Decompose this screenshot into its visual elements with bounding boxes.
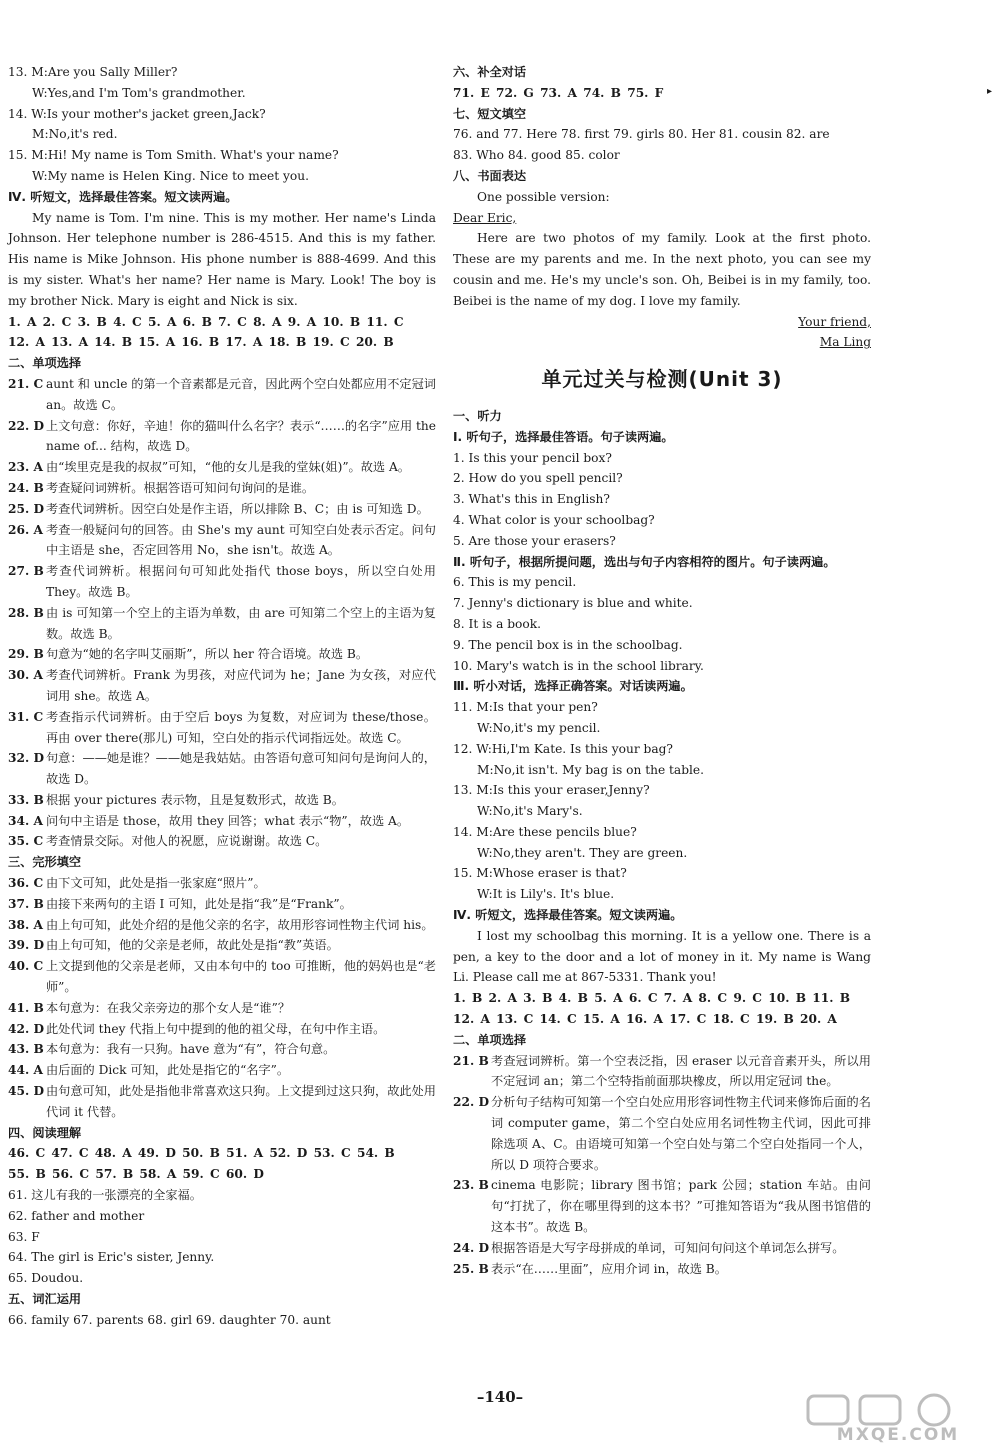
- text-line: W:Yes,and I'm Tom's grandmother.: [32, 85, 246, 100]
- explanation-text: 由上句可知，此处介绍的是他父亲的名字，故用形容词性物主代词 his。: [46, 917, 434, 932]
- question-number: 29. B: [8, 647, 44, 662]
- text-line: 14. M:Are these pencils blue?: [453, 824, 637, 839]
- text-line: 61. 这儿有我的一张漂亮的全家福。: [8, 1188, 202, 1203]
- answer-explanation: [8, 374, 436, 416]
- answer-explanation: [8, 790, 436, 811]
- text-line: 8. It is a book.: [453, 616, 541, 631]
- answer-explanation: [8, 416, 436, 458]
- question-number: 42. D: [8, 1021, 45, 1036]
- text-line: 13. M:Are you Sally Miller?: [8, 65, 178, 79]
- left-column: [8, 62, 436, 1331]
- question-number: 30. A: [8, 668, 43, 683]
- explanation-text: 考查代词辨析。根据问句可知此处指代 those boys，所以空白处用 They。故选 B。: [46, 564, 436, 599]
- question-number: 35. C: [8, 834, 44, 849]
- answer-explanation: [453, 1259, 871, 1280]
- section-heading: Ⅱ. 听句子，根据所提问题，选出与句子内容相符的图片。句子读两遍。: [453, 554, 836, 569]
- explanation-text: 由下文可知，此处是指一张家庭“照片”。: [46, 876, 266, 891]
- question-number: 23. A: [8, 460, 43, 475]
- text-line: 2. How do you spell pencil?: [453, 471, 623, 486]
- text-line: 1. Is this your pencil box?: [453, 450, 612, 465]
- explanation-text: 由接下来两句的主语 I 可知，此处是指“我”是“Frank”。: [46, 896, 352, 911]
- question-number: 40. C: [8, 959, 44, 974]
- explanation-text: 考查情景交际。对他人的祝愿，应说谢谢。故选 C。: [46, 834, 328, 849]
- section-heading: 六、补全对话: [453, 65, 527, 79]
- text-line: 6. This is my pencil.: [453, 575, 577, 590]
- text-line: Ma Ling: [819, 335, 871, 350]
- answer-explanation: [8, 831, 436, 852]
- explanation-text: 此处代词 they 代指上句中提到的他的祖父母，在句中作主语。: [46, 1021, 386, 1036]
- section-heading: Ⅲ. 听小对话，选择正确答案。对话读两遍。: [453, 679, 693, 694]
- answer-explanation: [453, 1175, 871, 1237]
- answer-explanation: [8, 478, 436, 499]
- section-heading: 四、阅读理解: [8, 1125, 82, 1140]
- question-number: 28. B: [8, 605, 44, 620]
- section-heading: Ⅳ. 听短文，选择最佳答案。短文读两遍。: [453, 908, 683, 923]
- text-line: 62. father and mother: [8, 1208, 145, 1223]
- text-line: 15. M:Hi! My name is Tom Smith. What's your name?: [8, 148, 339, 163]
- question-number: 43. B: [8, 1042, 44, 1057]
- text-line: 13. M:Is this your eraser,Jenny?: [453, 783, 650, 798]
- answer-explanation: [8, 873, 436, 894]
- text-line: 11. M:Is that your pen?: [453, 700, 598, 715]
- explanation-text: cinema 电影院；library 图书馆；park 公园；station 车站。由问句“打扰了，你在哪里得到的这本书？”可推知答语为“我从图书馆借的这本书”。故选 B。: [491, 1178, 871, 1235]
- question-number: 26. A: [8, 522, 43, 537]
- explanation-text: 本句意为：在我父亲旁边的那个女人是“谁”？: [46, 1000, 291, 1015]
- question-number: 33. B: [8, 792, 44, 807]
- answer-explanation: [8, 1081, 436, 1123]
- section-heading: 五、词汇运用: [8, 1292, 82, 1307]
- answer-explanation: [8, 499, 436, 520]
- paragraph: Here are two photos of my family. Look at the first photo. These are my parents and me. In the next photo, you can see my cousin and me. He's my uncle's son. Oh, Beibei is in my family, too. Beibei is the name of my dog. I love my family.: [453, 231, 871, 308]
- question-number: 25. B: [453, 1261, 489, 1276]
- question-number: 22. D: [8, 418, 45, 433]
- text-line: W:It is Lily's. It's blue.: [477, 887, 615, 902]
- text-line: 3. What's this in English?: [453, 492, 610, 507]
- question-number: 39. D: [8, 938, 45, 953]
- answer-key-row: 1. A 2. C 3. B 4. C 5. A 6. B 7. C 8. A 9. A 10. B 11. C: [8, 314, 404, 329]
- explanation-text: 由“埃里克是我的叔叔”可知，“他的女儿是我的堂妹(姐)”。故选 A。: [46, 460, 410, 475]
- paragraph: My name is Tom. I'm nine. This is my mother. Her name's Linda Johnson. Her telephone number is 286-4515. And this is my father. His name is Mike Johnson. His phone number is 888-4699. And this is my sister. What's her name? Her name is Mary. Look! The boy is my brother Nick. Mary is eight and Nick is six.: [8, 210, 436, 308]
- question-number: 37. B: [8, 896, 44, 911]
- answer-key-row: 1. B 2. A 3. B 4. B 5. A 6. C 7. A 8. C 9. C 10. B 11. B: [453, 991, 850, 1006]
- answer-explanation: [8, 748, 436, 790]
- question-number: 24. D: [453, 1240, 490, 1255]
- answer-explanation: [8, 1039, 436, 1060]
- question-number: 31. C: [8, 709, 44, 724]
- text-line: 76. and 77. Here 78. first 79. girls 80. Her 81. cousin 82. are: [453, 127, 830, 142]
- text-line: Your friend,: [798, 314, 871, 329]
- text-line: M:No,it isn't. My bag is on the table.: [477, 762, 704, 777]
- question-number: 36. C: [8, 876, 44, 891]
- answer-explanation: [453, 1092, 871, 1175]
- explanation-text: 分析句子结构可知第一个空白处应用形容词性物主代词来修饰后面的名词 computer game，第二个空白处应用名词性物主代词，因此可排除选项 A、C。由语境可知第一个空白处与第二个空白处指同一个人，所以 D 项符合要求。: [491, 1095, 871, 1172]
- explanation-text: 表示“在……里面”，应用介词 in，故选 B。: [491, 1261, 727, 1276]
- answer-explanation: [8, 956, 436, 998]
- section-heading: 二、单项选择: [453, 1032, 527, 1047]
- question-number: 34. A: [8, 813, 43, 828]
- section-heading: 七、短文填空: [453, 106, 527, 121]
- answer-explanation: [8, 644, 436, 665]
- answer-key-row: 46. C 47. C 48. A 49. D 50. B 51. A 52. D 53. C 54. B: [8, 1146, 395, 1161]
- section-heading: 二、单项选择: [8, 356, 82, 371]
- answer-explanation: [8, 457, 436, 478]
- explanation-text: 考查冠词辨析。第一个空表泛指，因 eraser 以元音音素开头，所以用不定冠词 an；第二个空特指前面那块橡皮，所以用定冠词 the。: [491, 1053, 871, 1089]
- explanation-text: 考查代词辨析。Frank 为男孩，对应代词为 he；Jane 为女孩，对应代词用 she。故选 A。: [46, 668, 436, 703]
- answer-explanation: [8, 1060, 436, 1081]
- text-line: 63. F: [8, 1229, 40, 1244]
- right-column-top: [453, 62, 871, 353]
- question-number: 44. A: [8, 1063, 43, 1078]
- text-line: 9. The pencil box is in the schoolbag.: [453, 637, 683, 652]
- text-line: Dear Eric,: [453, 210, 517, 225]
- explanation-text: 上文提到他的父亲是老师，又由本句中的 too 可推断，他的妈妈也是“老师”。: [46, 959, 436, 995]
- explanation-text: aunt 和 uncle 的第一个音素都是元音，因此两个空白处都应用不定冠词 an。故选 C。: [46, 376, 436, 412]
- watermark-text: MXQE.COM: [836, 1425, 960, 1444]
- question-number: 22. D: [453, 1095, 490, 1110]
- section-heading: Ⅰ. 听句子，选择最佳答语。句子读两遍。: [453, 429, 674, 444]
- right-column: [453, 62, 871, 1279]
- question-number: 21. C: [8, 376, 44, 391]
- text-line: 4. What color is your schoolbag?: [453, 512, 655, 527]
- answer-key-row: 12. A 13. C 14. C 15. A 16. A 17. C 18. C 19. B 20. A: [453, 1012, 837, 1027]
- explanation-text: 考查指示代词辨析。由于空后 boys 为复数，对应词为 these/those。再由 over there(那儿) 可知，空白处的指示代词指远处。故选 C。: [46, 709, 436, 745]
- explanation-text: 本句意为：我有一只狗。have 意为“有”，符合句意。: [46, 1042, 336, 1057]
- explanation-text: 上文句意：你好，辛迪！你的猫叫什么名字？表示“……的名字”应用 the name of... 结构，故选 D。: [46, 418, 436, 454]
- section-heading: 八、书面表达: [453, 168, 527, 183]
- explanation-text: 句意为“她的名字叫艾丽斯”，所以 her 符合语境。故选 B。: [46, 647, 369, 662]
- explanation-text: 根据答语是大写字母拼成的单词，可知问句问这个单词怎么拼写。: [491, 1240, 845, 1255]
- corner-mark: ▸: [987, 86, 993, 97]
- text-line: 83. Who 84. good 85. color: [453, 148, 620, 163]
- answer-explanation: [453, 1238, 871, 1259]
- question-number: 45. D: [8, 1084, 45, 1099]
- text-line: 10. Mary's watch is in the school library.: [453, 658, 704, 673]
- text-line: 5. Are those your erasers?: [453, 533, 616, 548]
- text-line: 7. Jenny's dictionary is blue and white.: [453, 596, 693, 611]
- right-column-bottom: [453, 406, 871, 1279]
- answer-explanation: [8, 665, 436, 707]
- answer-explanation: [8, 998, 436, 1019]
- answer-key-row: 12. A 13. A 14. B 15. A 16. B 17. A 18. B 19. C 20. B: [8, 335, 394, 350]
- question-number: 21. B: [453, 1053, 489, 1068]
- text-line: 66. family 67. parents 68. girl 69. daughter 70. aunt: [8, 1312, 331, 1327]
- question-number: 23. B: [453, 1178, 489, 1193]
- section-heading: Ⅳ. 听短文，选择最佳答案。短文读两遍。: [8, 189, 238, 204]
- answer-key-row: 55. B 56. C 57. B 58. A 59. C 60. D: [8, 1167, 264, 1182]
- question-number: 27. B: [8, 564, 44, 579]
- answer-explanation: [8, 811, 436, 832]
- section-heading: 三、完形填空: [8, 855, 82, 870]
- question-number: 41. B: [8, 1000, 44, 1015]
- explanation-text: 考查疑问词辨析。根据答语可知问句询问的是谁。: [46, 480, 315, 495]
- page-number: –140–: [476, 1388, 524, 1406]
- answer-explanation: [8, 894, 436, 915]
- text-line: W:No,they aren't. They are green.: [477, 845, 688, 860]
- explanation-text: 由 is 可知第一个空上的主语为单数，由 are 可知第二个空上的主语为复数。故选 B。: [46, 605, 436, 641]
- answer-explanation: [8, 1019, 436, 1040]
- watermark-logo: [802, 1392, 992, 1444]
- paragraph: I lost my schoolbag this morning. It is a yellow one. There is a pen, a key to the door and a lot of money in it. My name is Wang Li. Please call me at 867-5331. Thank you!: [453, 928, 871, 985]
- question-number: 24. B: [8, 480, 44, 495]
- answer-explanation: [8, 561, 436, 603]
- text-line: 12. W:Hi,I'm Kate. Is this your bag?: [453, 741, 673, 756]
- explanation-text: 由后面的 Dick 可知，此处是指它的“名字”。: [46, 1063, 290, 1078]
- unit-title: 单元过关与检测(Unit 3): [541, 367, 783, 392]
- text-line: One possible version:: [477, 189, 610, 204]
- answer-key-row: 71. E 72. G 73. A 74. B 75. F: [453, 85, 664, 100]
- text-line: 64. The girl is Eric's sister, Jenny.: [8, 1250, 215, 1265]
- answer-explanation: [8, 915, 436, 936]
- question-number: 25. D: [8, 501, 45, 516]
- text-line: 14. W:Is your mother's jacket green,Jack?: [8, 106, 266, 121]
- answer-explanation: [453, 1051, 871, 1093]
- section-heading: 一、听力: [453, 408, 502, 423]
- question-number: 38. A: [8, 917, 43, 932]
- answer-explanation: [8, 603, 436, 645]
- text-line: 65. Doudou.: [8, 1271, 84, 1286]
- text-line: M:No,it's red.: [32, 127, 118, 142]
- explanation-text: 考查一般疑问句的回答。由 She's my aunt 可知空白处表示否定。问句中主语是 she，否定回答用 No，she isn't。故选 A。: [46, 522, 436, 558]
- text-line: W:My name is Helen King. Nice to meet you.: [32, 168, 309, 183]
- answer-explanation: [8, 707, 436, 749]
- text-line: W:No,it's Mary's.: [477, 804, 583, 819]
- answer-explanation: [8, 520, 436, 562]
- explanation-text: 问句中主语是 those，故用 they 回答；what 表示“物”，故选 A。: [46, 813, 410, 828]
- answer-explanation: [8, 935, 436, 956]
- text-line: 15. M:Whose eraser is that?: [453, 866, 627, 881]
- explanation-text: 考查代词辨析。因空白处是作主语，所以排除 B、C；由 is 可知选 D。: [46, 501, 429, 516]
- explanation-text: 句意：——她是谁？——她是我姑姑。由答语句意可知问句是询问人的，故选 D。: [46, 751, 436, 787]
- explanation-text: 由上句可知，他的父亲是老师，故此处是指“教”英语。: [46, 938, 339, 953]
- explanation-text: 由句意可知，此处是指他非常喜欢这只狗。上文提到过这只狗，故此处用代词 it 代替。: [46, 1084, 436, 1119]
- text-line: W:No,it's my pencil.: [477, 720, 601, 735]
- explanation-text: 根据 your pictures 表示物，且是复数形式，故选 B。: [46, 792, 344, 807]
- question-number: 32. D: [8, 751, 45, 766]
